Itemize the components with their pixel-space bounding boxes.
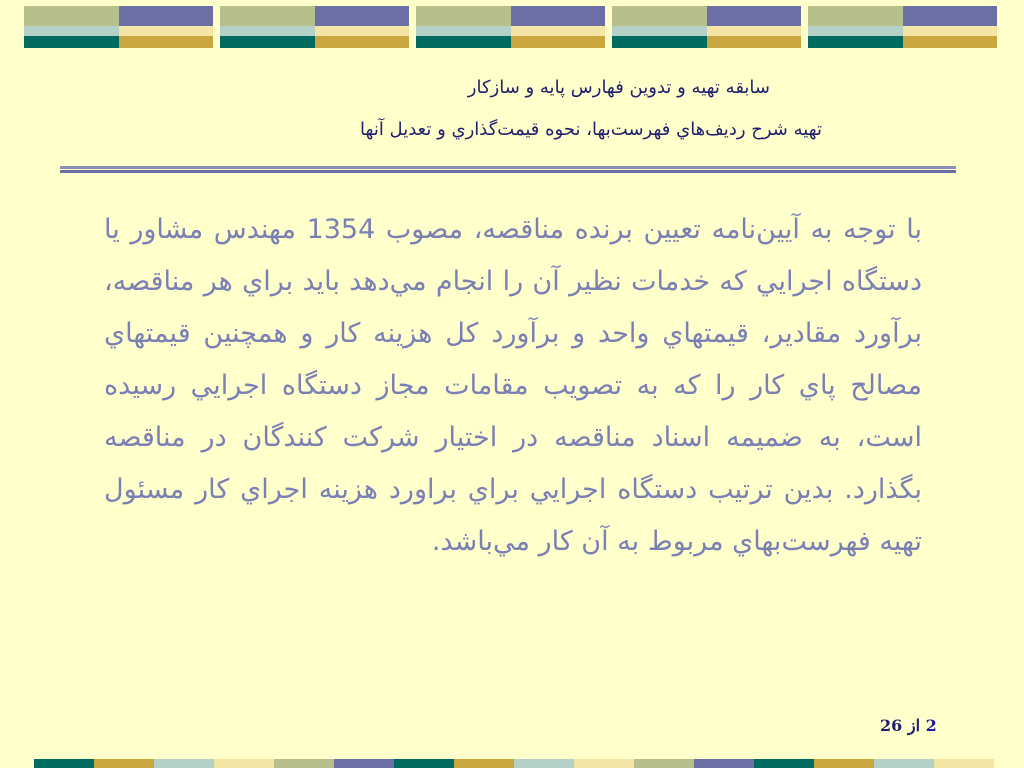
decorative-tile bbox=[808, 6, 997, 48]
decorative-tile bbox=[612, 6, 801, 48]
top-decorative-band bbox=[0, 6, 1024, 48]
title-divider bbox=[60, 166, 956, 174]
page-of-label: از bbox=[907, 716, 921, 735]
bottom-decorative-band bbox=[0, 759, 1024, 768]
decorative-tile bbox=[416, 6, 605, 48]
current-page-number: 2 bbox=[925, 716, 937, 735]
slide-subtitle: تهيه شرح رديف‌هاي فهرست‌بها، نحوه قيمت‌گذاري و تعديل آنها bbox=[360, 119, 822, 140]
body-paragraph: با توجه به آيين‌نامه تعيين برنده مناقصه، مصوب 1354 مهندس مشاور يا دستگاه اجرايي كه خدمات نظير آن را انجام مي‌دهد بايد براي هر مناقصه، برآورد مقادير، قيمتهاي واحد و برآورد كل هزينه كار و همچنين قيمتهاي مصالح پاي كار را كه به تصويب مقامات مجاز دستگاه اجرايي رسيده است، به ضميمه اسناد مناقصه در اختيار شركت كنندگان در مناقصه بگذارد. بدين ترتيب دستگاه اجرايي براي براورد هزينه اجراي كار مسئول تهيه فهرست‌بهاي مربوط به آن كار مي‌باشد. bbox=[104, 214, 923, 557]
decorative-tile bbox=[220, 6, 409, 48]
slide-title: سابقه تهيه و تدوين فهارس پايه و سازكار bbox=[467, 77, 770, 98]
page-indicator bbox=[880, 716, 937, 735]
total-pages-number: 26 bbox=[880, 716, 903, 735]
decorative-tile bbox=[24, 6, 213, 48]
